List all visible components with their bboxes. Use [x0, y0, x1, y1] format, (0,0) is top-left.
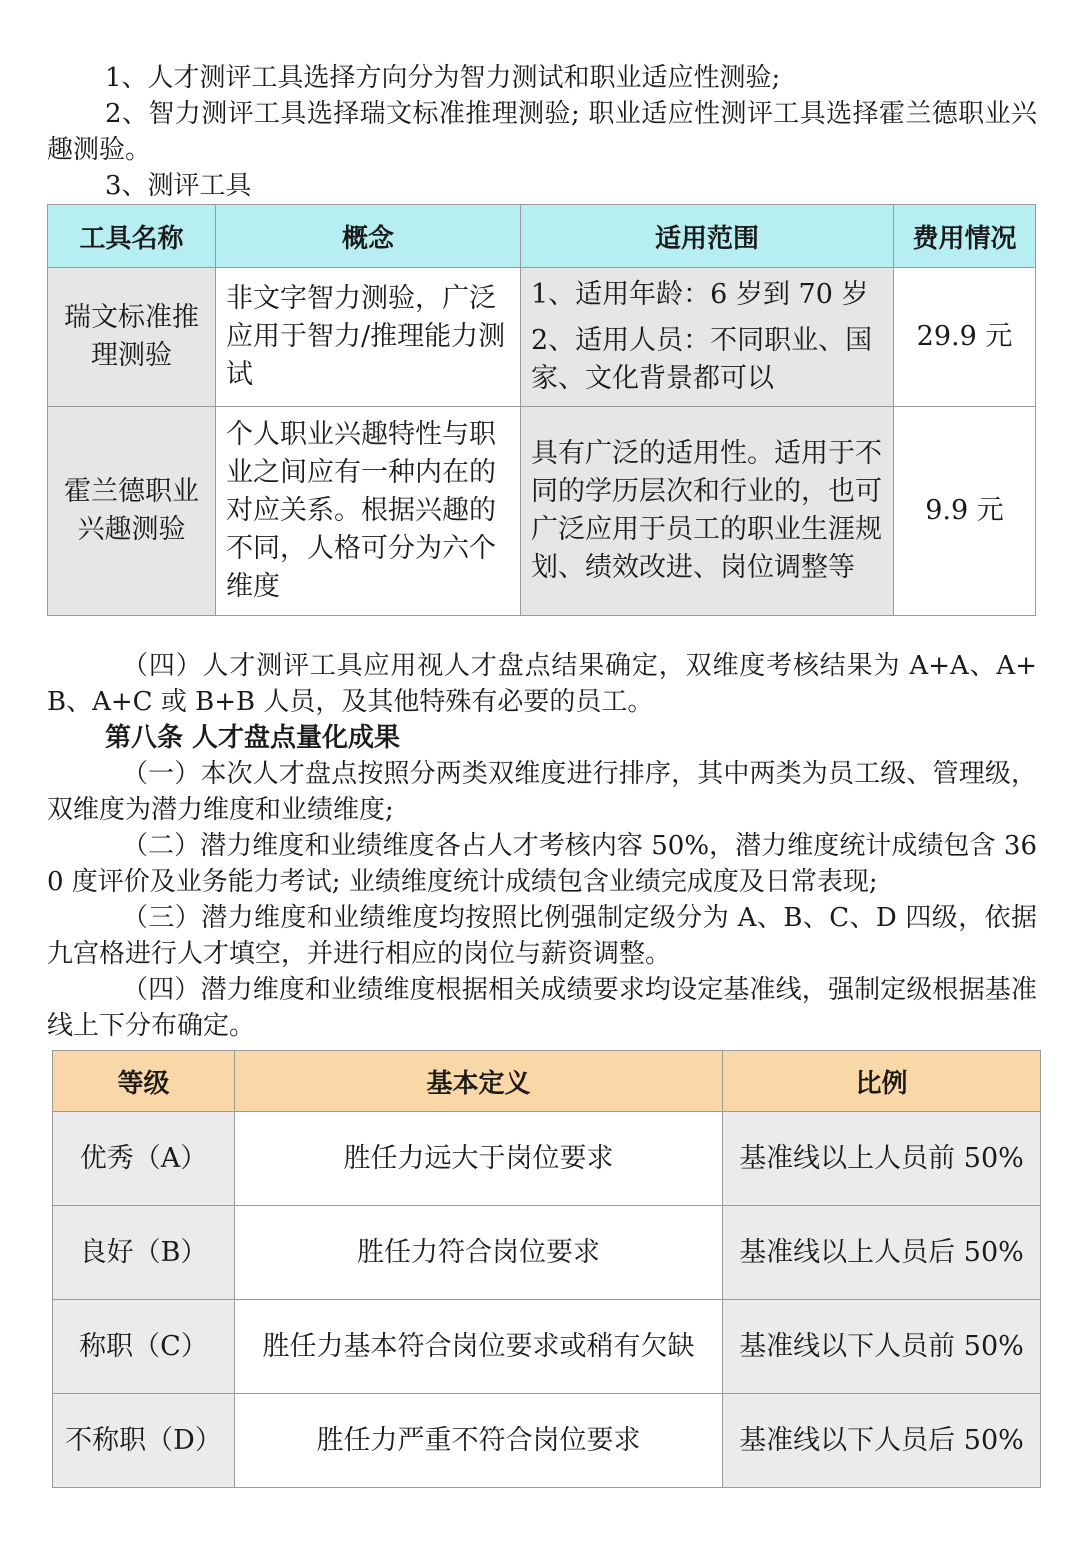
grade-definition-cell: 胜任力远大于岗位要求 [235, 1112, 723, 1206]
section-item-2: （二）潜力维度和业绩维度各占人才考核内容 50%，潜力维度统计成绩包含 360 度评价及业务能力考试; 业绩维度统计成绩包含业绩完成度及日常表现; [47, 831, 1037, 897]
assessment-tools-table [47, 204, 1036, 616]
scope-line-people: 2、适用人员：不同职业、国家、文化背景都可以 [531, 325, 873, 394]
header-ratio: 比例 [723, 1051, 1041, 1112]
grade-ratio-cell: 基准线以上人员前 50% [723, 1112, 1041, 1206]
header-definition: 基本定义 [235, 1051, 723, 1112]
grade-definition-cell: 胜任力符合岗位要求 [235, 1206, 723, 1300]
tool-name-cell: 霍兰德职业兴趣测验 [48, 407, 216, 616]
grade-ratio-cell: 基准线以上人员后 50% [723, 1206, 1041, 1300]
header-level: 等级 [53, 1051, 235, 1112]
grade-ratio-cell: 基准线以下人员后 50% [723, 1394, 1041, 1488]
tool-name-cell: 瑞文标准推理测验 [48, 268, 216, 407]
section-item-4: （四）潜力维度和业绩维度根据相关成绩要求均设定基准线，强制定级根据基准线上下分布确定。 [47, 975, 1037, 1041]
grade-level-cell: 良好（B） [53, 1206, 235, 1300]
grade-definition-cell: 胜任力基本符合岗位要求或稍有欠缺 [235, 1300, 723, 1394]
table-row [48, 407, 1036, 616]
section-item-1: （一）本次人才盘点按照分两类双维度进行排序，其中两类为员工级、管理级，双维度为潜力维度和业绩维度; [47, 759, 1037, 825]
scope-line-age: 1、适用年龄：6 岁到 70 岁 [531, 279, 869, 310]
header-tool-name: 工具名称 [48, 205, 216, 268]
document-page [47, 60, 1037, 1488]
section-item-3: （三）潜力维度和业绩维度均按照比例强制定级分为 A、B、C、D 四级，依据九宫格进行人才填空，并进行相应的岗位与薪资调整。 [47, 903, 1037, 969]
tool-concept-cell: 个人职业兴趣特性与职业之间应有一种内在的对应关系。根据兴趣的不同，人格可分为六个维度 [216, 407, 521, 616]
grade-table [52, 1050, 1041, 1488]
table-row [53, 1112, 1041, 1206]
grade-table-header-row [53, 1051, 1041, 1112]
tool-price-cell: 29.9 元 [894, 268, 1036, 407]
grade-level-cell: 优秀（A） [53, 1112, 235, 1206]
intro-line-2: 2、智力测评工具选择瑞文标准推理测验; 职业适应性测评工具选择霍兰德职业兴趣测验。 [47, 99, 1037, 165]
article-heading: 第八条 人才盘点量化成果 [105, 723, 401, 753]
grade-level-cell: 称职（C） [53, 1300, 235, 1394]
tool-scope-cell: 具有广泛的适用性。适用于不同的学历层次和行业的，也可广泛应用于员工的职业生涯规划、绩效改进、岗位调整等 [521, 407, 894, 616]
tool-price-cell: 9.9 元 [894, 407, 1036, 616]
tool-table-header-row [48, 205, 1036, 268]
grade-level-cell: 不称职（D） [53, 1394, 235, 1488]
intro-line-3: 3、测评工具 [105, 171, 252, 201]
header-cost: 费用情况 [894, 205, 1036, 268]
table-row [53, 1300, 1041, 1394]
table-row [48, 268, 1036, 407]
tool-scope-cell [521, 268, 894, 407]
tool-concept-cell: 非文字智力测验，广泛应用于智力/推理能力测试 [216, 268, 521, 407]
grade-ratio-cell: 基准线以下人员前 50% [723, 1300, 1041, 1394]
paragraph-4: （四）人才测评工具应用视人才盘点结果确定，双维度考核结果为 A+A、A+B、A+C 或 B+B 人员，及其他特殊有必要的员工。 [47, 651, 1037, 717]
intro-line-1: 1、人才测评工具选择方向分为智力测试和职业适应性测验; [105, 63, 781, 93]
header-scope: 适用范围 [521, 205, 894, 268]
table-row [53, 1394, 1041, 1488]
table-row [53, 1206, 1041, 1300]
header-concept: 概念 [216, 205, 521, 268]
grade-definition-cell: 胜任力严重不符合岗位要求 [235, 1394, 723, 1488]
